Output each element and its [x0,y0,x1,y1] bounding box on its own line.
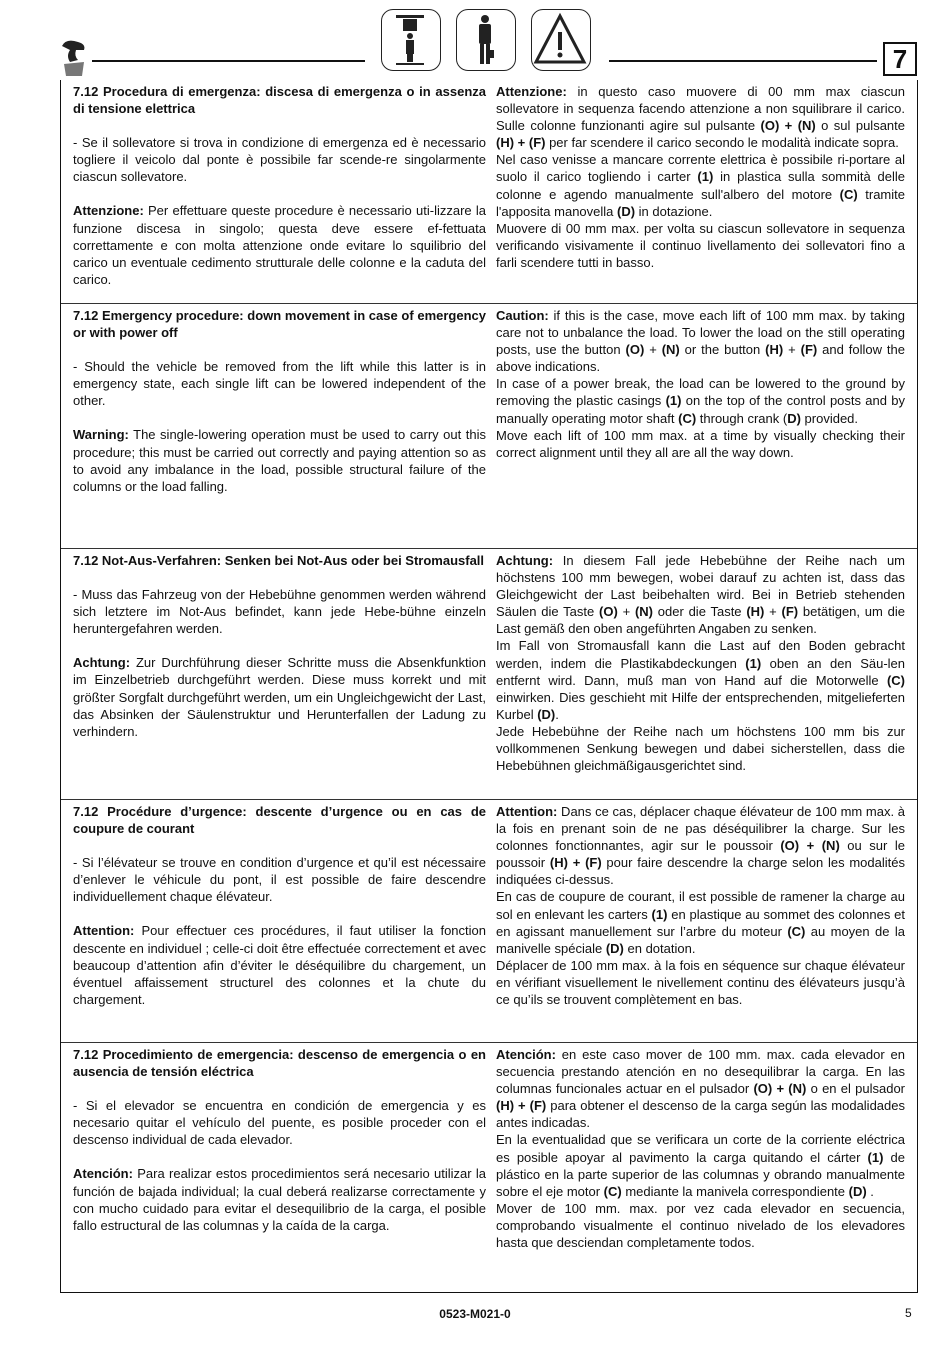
text-run: in questo caso muovere di 00 mm max ciascun sollevatore in sequenza facendo attenzione a non squilibrare il carico. Sulle colonne funzionanti agire sul pulsante [496,84,905,134]
text-run: on the top of the control posts and by manually operating motor shaft [496,393,905,426]
bold-text: (O) + (N) [753,1081,807,1097]
left-column [61,80,492,303]
bold-text: (H) [746,604,765,620]
section-german [61,549,917,800]
bold-text: (1) [745,655,762,671]
text-run: o en el pulsador [806,1081,906,1097]
left-column [61,1043,492,1292]
bold-text: (1) [867,1149,884,1165]
text-run: oder die Taste [653,604,747,620]
text-run: En la eventualidad que se verificara un corte de la corriente eléctrica es posible apoyar al pavimento la carga quitando el cárter [496,1132,905,1165]
text-run: en dotation. [623,940,696,956]
text-run: in plastica sulla sommità delle colonne e agendo manualmente sull'albero del motore [496,169,905,202]
bold-text: (F) [800,342,818,358]
text-run: mediante la manivela correspondiente [621,1183,849,1199]
text-run: betätigen, um die Last gemäß den oben angeführten Angaben zu senken. [496,604,905,637]
paragraph [73,358,486,409]
right-column [492,800,917,1042]
paragraph [73,1165,486,1233]
procedure-sections [60,80,918,1293]
bold-text: Caution: [496,308,549,323]
text-run: Dans ce cas, déplacer chaque élévateur de 100 mm max. à la fois en prenant soin de ne pas déséquilibrer la charge. Sur les colonnes fonctionnantes, agir sur le poussoir [496,804,905,854]
text-run: en este caso mover de 100 mm. max. cada elevador en secuencia prestando atención en no desequilibrar la carga. En las columnas funcionales actuar en el pulsador [496,1047,905,1097]
paragraph [73,202,486,287]
bold-text: Attention: [73,923,135,939]
bold-text: (D) [848,1183,867,1199]
text-run: Para realizar estos procedimientos será necesario utilizar la función de bajada individual; la cual deberá realizarse correctamente y con mucho cuidado para evitar el desequilibrio de la carga, el posible fallo estructural de las columnas y la caída de la carga. [73,1166,486,1233]
header-rule-right [609,60,877,62]
text-run: In diesem Fall jede Hebebühne der Reihe nach um höchstens 100 mm bewegen, wobei darauf zu achten ist, dass das Gleichgewicht der Last beibehalten wird. Bei in Betrieb stehenden Säulen die Taste [496,553,905,620]
section-spanish [61,1043,917,1292]
text-run: Déplacer de 100 mm max. à la fois en séquence sur chaque élévateur en vérifiant visuellement le nivellement continu des élévateurs jusqu’à ce qu’ils se trouvent complètement en bas. [496,957,905,1008]
bold-text: (C) [678,410,697,426]
text-run: provided. [800,410,859,426]
section-french [61,800,917,1043]
text-run: pour faire descendre la charge selon les modalités indiquées ci-dessus. [496,855,905,888]
right-column [492,549,917,799]
text-run: Pour effectuer ces procédures, il faut utiliser la fonction descente en individuel ; celle-ci doit être effectuée correctement et avec beaucoup d’attention afin d’éviter le déséquilibre du chargement, un éventuel affaissement structurel des colonnes et la chute du chargement. [73,923,486,1007]
right-column [492,1043,917,1292]
paragraph [496,723,905,774]
text-run: 7.12 Not-Aus-Verfahren: Senken bei Not-Aus oder bei Stromausfall [73,553,485,568]
bold-text: (1) [697,169,714,185]
operator-icon [456,9,516,71]
text-run: - Se il sollevatore si trova in condizione di emergenza ed è necessario togliere il veicolo dal ponte è possibile far scende-re singolarmente ciascun sollevatore. [73,135,486,185]
text-run: para obtener el descenso de la carga según las modalidades antes indicadas. [496,1098,905,1131]
text-run: oben an den Säu-len entfernt wird. Dann, muß man von Hand auf die Motorwelle [496,655,905,688]
paragraph [496,888,905,956]
paragraph [496,957,905,1008]
header-rule-left [92,60,365,62]
right-column [492,304,917,548]
section-heading [73,552,486,569]
bold-text: (O) [599,604,618,620]
left-column [61,549,492,799]
text-run: if this is the case, move each lift of 100 mm max. by taking care not to unbalance the load. To lower the load on the still operating posts, use the button [496,308,905,358]
section-heading [73,307,486,341]
section-heading [73,83,486,117]
text-run: 7.12 Emergency procedure: down movement in case of emergency or with power off [73,308,486,341]
document-code: 0523-M021-0 [439,1307,511,1321]
paragraph [496,220,905,271]
chapter-number: 7 [883,42,917,76]
bold-text: (1) [665,393,682,409]
paragraph [73,426,486,494]
bold-text: (D) [537,706,556,722]
brand-logo-icon [56,36,92,78]
bold-text: (C) [886,672,905,688]
bold-text: Achtung: [73,655,131,671]
bold-text: Attenzione: [73,203,144,219]
text-run: einwirken. Dies geschieht mit Hilfe der entsprechenden, mitgelieferten Kurbel [496,689,905,722]
paragraph [73,1097,486,1148]
bold-text: (C) [787,923,806,939]
paragraph [496,1046,905,1131]
bold-text: (O) + (N) [780,838,840,854]
bold-text: (O) [625,342,645,358]
bold-text: Atención: [496,1047,556,1062]
text-run: Muovere di 00 mm max. per volta su ciascun sollevatore in sequenza verificando visivamente il continuo livellamento dei sollevatori fino a farli scendere tutti in basso. [496,220,905,270]
paragraph [496,1200,905,1251]
lift-operator-icon [381,9,441,71]
text-run: Nel caso venisse a mancare corrente elettrica è possibile ri-portare al suolo il carico togliendo i carter [496,152,905,185]
left-column [61,304,492,548]
text-run: - Muss das Fahrzeug von der Hebebühne genommen werden während sich letztere im Not-Aus befindet, kann jede Hebe-bühne einzeln heruntergefahren werden. [73,587,486,637]
bold-text: (N) [661,342,680,358]
paragraph [496,375,905,426]
bold-text: (1) [651,906,668,922]
paragraph [73,134,486,185]
warning-icon [531,9,591,71]
bold-text: Attenzione: [496,84,567,99]
paragraph [73,922,486,1007]
text-run: . [555,706,559,722]
bold-text: (D) [617,203,636,219]
bold-text: Achtung: [496,553,554,568]
paragraph [496,83,905,151]
text-run: en plastique au sommet des colonnes et en agissant manuellement sur l’arbre du moteur [496,906,906,939]
paragraph [73,586,486,637]
text-run: Zur Durchführung dieser Schritte muss die Absenkfunktion im Einzelbetrieb durchgeführt werden. Diese muss korrekt und mit größter Sorgfalt durchgeführt werden, um ein Ungleichgewicht der Last, das Absinken der Säulenstruktur und Herunterfallen der Ladung zu verhindern. [73,655,486,739]
bold-text: (H) [765,342,784,358]
text-run: or the button [679,342,766,358]
paragraph [496,307,905,375]
text-run: . [866,1183,874,1199]
bold-text: (C) [603,1183,622,1199]
paragraph [496,803,905,888]
page-number: 5 [905,1306,912,1320]
bold-text: (D) [605,940,624,956]
paragraph [73,854,486,905]
section-heading [73,1046,486,1080]
text-run: + [783,342,801,358]
paragraph [496,151,905,219]
text-run: - Should the vehicle be removed from the lift while this latter is in emergency state, each single lift can be lowered independent of the other. [73,359,486,409]
text-run: + [764,604,782,620]
text-run: 7.12 Procedura di emergenza: discesa di emergenza o in assenza di tensione elettrica [73,84,486,117]
right-column [492,80,917,303]
text-run: 7.12 Procedimiento de emergencia: descenso de emergencia o en ausencia de tensión eléctrica [73,1047,486,1080]
bold-text: (F) [781,604,799,620]
text-run: The single-lowering operation must be used to carry out this procedure; this must be carried out correctly and paying attention so as to avoid any imbalance in the load, possible structural failure of the columns or the load falling. [73,427,486,494]
text-run: through crank ( [696,410,788,426]
paragraph [496,552,905,637]
section-english [61,304,917,549]
text-run: o sul pulsante [815,118,905,134]
section-italian [61,80,917,304]
text-run: - Si el elevador se encuentra en condición de emergencia y es necesario quitar el vehículo del puente, es posible proceder con el descenso individual de cada elevador. [73,1098,486,1148]
paragraph [73,654,486,739]
bold-text: (C) [839,186,858,202]
text-run: tramite l'apposita manovella [496,186,905,219]
text-run: au moyen de la manivelle spéciale [496,923,905,956]
text-run: In case of a power break, the load can be lowered to the ground by removing the plastic casings [496,376,905,409]
text-run: Move each lift of 100 mm max. at a time by visually checking their correct alignment until they all are all the way down. [496,427,905,460]
text-run: in dotazione. [635,203,713,219]
text-run: and follow the above indications. [496,342,905,375]
left-column [61,800,492,1042]
text-run: 7.12 Procédure d’urgence: descente d’urgence ou en cas de coupure de courant [73,804,486,837]
paragraph [496,1131,905,1199]
text-run: + [644,342,662,358]
section-heading [73,803,486,837]
bold-text: (H) + (F) [496,135,546,151]
bold-text: Warning: [73,427,129,443]
text-run: Mover de 100 mm. max. por vez cada elevador en secuencia, comprobando visualmente el continuo nivelado de los elevadores hasta que desciendan completamente todos. [496,1200,905,1251]
bold-text: (H) + (F) [549,855,602,871]
text-run: Im Fall von Stromausfall kann die Last auf den Boden gebracht werden, indem die Plastikabdeckungen [496,638,905,671]
text-run: En cas de coupure de courant, il est possible de ramener la charge au sol en enlevant les carters [496,889,905,922]
text-run: de plástico en la parte superior de las columnas y obrando manualmente sobre el eje motor [496,1149,905,1199]
bold-text: Attention: [496,804,558,819]
paragraph [496,427,905,461]
paragraph [496,637,905,722]
text-run: per far scendere il carico secondo le modalità indicate sopra. [545,135,899,151]
bold-text: D) [787,410,801,426]
text-run: Jede Hebebühne der Reihe nach um höchstens 100 mm bis zur vollkommenen Senkung bewegen und dabei sicherstellen, dass die Hebebühnen gleichmäßigausgerichtet sind. [496,723,905,774]
text-run: + [617,604,635,620]
bold-text: (H) + (F) [496,1098,547,1114]
text-run: Per effettuare queste procedure è necessario uti-lizzare la funzione discesa in singolo; questa deve essere ef-fettuata correttamente e con molta attenzione onde evitare lo squilibrio del carico un eventuale cedimento strutturale delle colonne e la caduta del carico. [73,203,486,287]
bold-text: Atención: [73,1166,133,1182]
bold-text: (O) + (N) [760,118,816,134]
text-run: - Si l’élévateur se trouve en condition d’urgence et qu’il est nécessaire d’enlever le véhicule du pont, il est possible de faire descendre individuellement chaque élévateur. [73,855,486,905]
text-run: ou sur le poussoir [496,838,905,871]
bold-text: (N) [634,604,653,620]
